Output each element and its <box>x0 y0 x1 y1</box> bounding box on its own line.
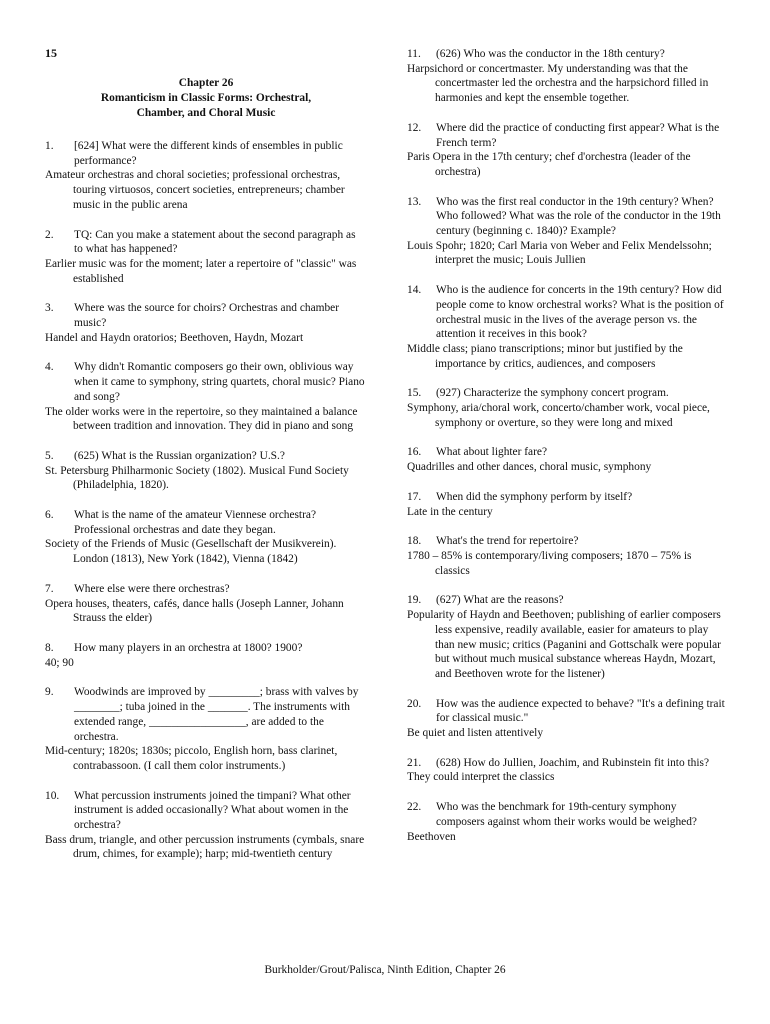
question <box>407 534 727 549</box>
question-block <box>45 508 367 567</box>
question <box>45 301 367 330</box>
question-text: How was the audience expected to behave? "It's a defining trait for classical music." <box>436 697 725 725</box>
question-number: 2. <box>45 228 54 241</box>
question <box>407 195 727 239</box>
question <box>45 641 367 656</box>
page-number: 15 <box>45 46 57 60</box>
answer-text: Paris Opera in the 17th century; chef d'orchestra (leader of the orchestra) <box>407 151 691 178</box>
question-text: Where did the practice of conducting first appear? What is the French term? <box>436 121 720 149</box>
question-number: 14. <box>407 284 422 297</box>
answer-text: Earlier music was for the moment; later a repertoire of "classic" was established <box>45 257 357 285</box>
question-text: What percussion instruments joined the timpani? What other instrument is added occasionally? What about women in the orchestra? <box>74 789 351 832</box>
question-text: Who was the benchmark for 19th-century symphony composers against whom their works would be weighed? <box>436 801 697 828</box>
question-block <box>407 534 727 578</box>
right-question-list <box>407 47 727 844</box>
question-number: 9. <box>45 686 54 699</box>
question-number: 13. <box>407 195 422 208</box>
question-block <box>407 490 727 519</box>
question-text: TQ: Can you make a statement about the second paragraph as to what has happened? <box>74 228 356 256</box>
answer-text: Society of the Friends of Music (Gesellschaft der Musikverein). London (1813), New York (1842), Vienna (1842) <box>45 538 337 566</box>
question-number: 20. <box>407 697 422 710</box>
chapter-title-line-2: Chamber, and Choral Music <box>136 107 276 119</box>
question-number: 8. <box>45 641 54 654</box>
question-block <box>407 800 727 844</box>
question <box>45 360 367 404</box>
question <box>407 490 727 505</box>
question <box>407 756 727 771</box>
question-number: 18. <box>407 535 422 548</box>
answer-text: Be quiet and listen attentively <box>407 727 544 740</box>
question-text: How many players in an orchestra at 1800? 1900? <box>74 641 303 654</box>
answer-text: 1780 – 85% is contemporary/living composers; 1870 – 75% is classics <box>407 549 692 577</box>
question <box>45 228 367 257</box>
question <box>45 139 367 168</box>
answer-text: Late in the century <box>407 505 493 518</box>
question-text: What is the name of the amateur Viennese orchestra? Professional orchestras and date they began. <box>74 509 317 536</box>
answer-text: Beethoven <box>407 830 456 843</box>
question-text: Why didn't Romantic composers go their own, oblivious way when it came to symphony, string quartets, choral music? Piano and song? <box>74 361 365 403</box>
question-block <box>45 228 367 287</box>
question-block <box>45 685 367 773</box>
question-text: Where else were there orchestras? <box>74 582 230 595</box>
question <box>45 508 367 537</box>
question-number: 22. <box>407 801 422 814</box>
question <box>407 386 727 401</box>
question-block <box>407 283 727 371</box>
answer-text: Louis Spohr; 1820; Carl Maria von Weber and Felix Mendelssohn; interpret the music; Louis Jullien <box>407 239 712 267</box>
question-text: What about lighter fare? <box>436 446 548 459</box>
answer-text: Bass drum, triangle, and other percussion instruments (cymbals, snare drum, chimes, for example); harp; mid-twentieth century <box>45 833 365 861</box>
left-column <box>45 47 367 877</box>
question-number: 5. <box>45 449 54 462</box>
question-text: (626) Who was the conductor in the 18th century? <box>436 48 665 60</box>
answer-text: Handel and Haydn oratorios; Beethoven, Haydn, Mozart <box>45 331 304 344</box>
question-block <box>45 641 367 670</box>
question-number: 6. <box>45 509 54 522</box>
question-block <box>407 386 727 430</box>
answer-text: They could interpret the classics <box>407 771 555 784</box>
question-block <box>407 756 727 785</box>
question <box>45 685 367 744</box>
question-text: Who is the audience for concerts in the 19th century? How did people come to know orchestral works? What is the position of orchestral music in the lives of the average person vs. the attention it receives in this book? <box>436 284 724 341</box>
question <box>407 593 727 608</box>
question <box>407 47 727 62</box>
question-number: 15. <box>407 387 422 400</box>
question-number: 19. <box>407 594 422 607</box>
question <box>45 582 367 597</box>
question-text: (628) How do Jullien, Joachim, and Rubinstein fit into this? <box>436 756 710 769</box>
chapter-number: Chapter 26 <box>178 77 234 89</box>
question-block <box>45 301 367 345</box>
question-block <box>407 121 727 180</box>
question-block <box>407 47 727 106</box>
left-question-list <box>45 139 367 862</box>
answer-text: The older works were in the repertoire, so they maintained a balance between tradition and innovation. They did in piano and song <box>45 405 358 433</box>
answer-text: Middle class; piano transcriptions; minor but justified by the importance by critics, audiences, and composers <box>407 342 683 370</box>
question-number: 12. <box>407 121 422 134</box>
right-column <box>407 47 727 859</box>
question-text: When did the symphony perform by itself? <box>436 490 633 503</box>
question-text: What's the trend for repertoire? <box>436 535 579 548</box>
question-number: 1. <box>45 140 54 152</box>
question-block <box>45 139 367 213</box>
question-number: 4. <box>45 361 54 374</box>
question-text: Woodwinds are improved by _________; brass with valves by ________; tuba joined in the _______. The instruments with extended range, _________________, are added to the orchestra. <box>74 686 359 743</box>
question-number: 21. <box>407 756 422 769</box>
question-text: [624] What were the different kinds of ensembles in public performance? <box>74 140 343 167</box>
question <box>407 697 727 726</box>
question-block <box>45 449 367 493</box>
question-text: Who was the first real conductor in the 19th century? When? Who followed? What was the role of the conductor in the 19th century (beginning c. 1840)? Example? <box>436 195 721 238</box>
question-number: 16. <box>407 446 422 459</box>
question-block <box>407 445 727 474</box>
chapter-header <box>45 76 367 121</box>
question-number: 3. <box>45 302 54 315</box>
question-block <box>45 360 367 434</box>
answer-text: Quadrilles and other dances, choral music, symphony <box>407 461 652 474</box>
question-number: 17. <box>407 490 422 503</box>
question <box>45 449 367 464</box>
question-block <box>407 697 727 741</box>
question-number: 10. <box>45 789 60 802</box>
question <box>407 800 727 829</box>
answer-text: Opera houses, theaters, cafés, dance halls (Joseph Lanner, Johann Strauss the elder) <box>45 597 344 625</box>
question <box>45 789 367 833</box>
question-block <box>407 195 727 269</box>
question-block <box>407 593 727 681</box>
chapter-title-line-1: Romanticism in Classic Forms: Orchestral, <box>100 92 312 104</box>
question-number: 11. <box>407 48 421 60</box>
question-text: (625) What is the Russian organization? U.S.? <box>74 449 285 462</box>
question-text: (927) Characterize the symphony concert program. <box>436 387 669 400</box>
question-block <box>45 582 367 626</box>
question-text: Where was the source for choirs? Orchestras and chamber music? <box>74 302 340 330</box>
question-text: (627) What are the reasons? <box>436 594 564 607</box>
question-number: 7. <box>45 582 54 595</box>
answer-text: Symphony, aria/choral work, concerto/chamber work, vocal piece, symphony or overture, so they were long and mixed <box>407 402 710 429</box>
answer-text: Amateur orchestras and choral societies; professional orchestras, touring virtuosos, concert societies, entrepreneurs; chamber music in the public arena <box>45 169 345 211</box>
answer-text: Popularity of Haydn and Beethoven; publishing of earlier composers less expensive, readily available, easier for amateurs to play than new music; critics (Paganini and Gottschalk were popular but without much musical substance whereas Haydn, Mozart, and Beethoven wrote for the listener) <box>407 609 721 680</box>
question <box>407 445 727 460</box>
answer-text: Mid-century; 1820s; 1830s; piccolo, English horn, bass clarinet, contrabassoon. (I call them color instruments.) <box>45 745 338 772</box>
question <box>407 283 727 342</box>
answer-text: St. Petersburg Philharmonic Society (1802). Musical Fund Society (Philadelphia, 1820). <box>45 464 349 492</box>
question <box>407 121 727 150</box>
question-block <box>45 789 367 863</box>
answer-text: Harpsichord or concertmaster. My understanding was that the concertmaster led the orchestra and the harpsichord filled in harmonies and kept the ensemble together. <box>407 62 709 105</box>
answer-text: 40; 90 <box>45 656 74 669</box>
page-footer: Burkholder/Grout/Palisca, Ninth Edition, Chapter 26 <box>264 964 506 976</box>
